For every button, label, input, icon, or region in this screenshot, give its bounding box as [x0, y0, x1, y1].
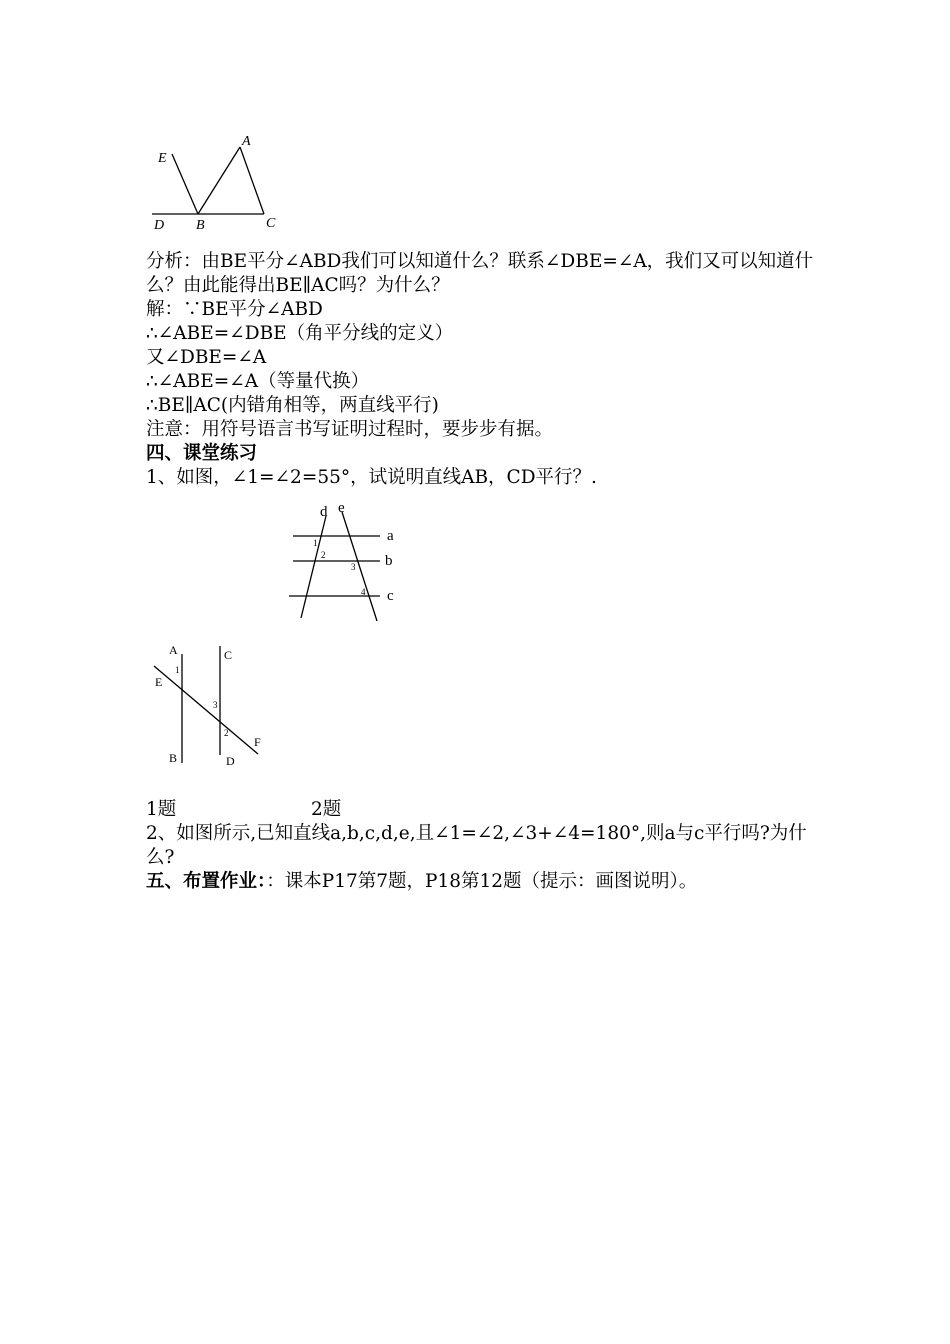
triangle-diagram [146, 128, 296, 238]
angle-label-1: 1 [313, 538, 318, 548]
parallel-abcd-diagram [148, 640, 278, 775]
figure-parallel-abcd [148, 640, 278, 775]
label-c: C [224, 648, 233, 662]
label-b: B [196, 218, 205, 233]
caption-question-1: 1题 [146, 799, 177, 820]
section-5-heading: 五、布置作业： [146, 871, 267, 892]
label-a: A [242, 134, 251, 149]
proof-step-4: ∴∠ABE=∠A（等量代换） [146, 371, 370, 392]
proof-note: 注意：用符号语言书写证明过程时，要步步有据。 [146, 419, 554, 440]
angle-label-3: 3 [351, 562, 356, 572]
label-a: A [169, 643, 178, 657]
label-e: e [338, 500, 345, 516]
label-e: E [155, 675, 163, 689]
label-d: D [154, 218, 165, 233]
question-1: 1、如图，∠1=∠2=55°，试说明直线AB，CD平行？. [146, 467, 597, 488]
segment-eb [172, 154, 198, 214]
homework-text: ：课本P17第7题，P18第12题（提示：画图说明）。 [266, 871, 698, 892]
label-c: c [387, 588, 394, 604]
segment-ba [198, 147, 240, 214]
proof-step-2: ∴∠ABE=∠DBE（角平分线的定义） [146, 323, 454, 344]
line-ef [154, 666, 258, 754]
angle-label-2: 2 [321, 550, 326, 560]
line-d [301, 516, 326, 618]
angle-label-4: 4 [361, 587, 366, 597]
label-d: d [320, 504, 328, 520]
analysis-block [146, 250, 826, 490]
angle-label-3: 3 [213, 700, 218, 710]
analysis-question: 分析：由BE平分∠ABD我们可以知道什么？联系∠DBE=∠A，我们又可以知道什么？由此能得出BE∥AC吗？为什么？ [146, 251, 814, 296]
label-e: E [158, 151, 167, 166]
figure-parallel-abc [285, 498, 415, 628]
segment-ac [240, 147, 264, 214]
label-c: C [266, 216, 276, 231]
parallel-abc-diagram [285, 498, 415, 628]
proof-step-5: ∴BE∥AC(内错角相等，两直线平行) [146, 395, 439, 416]
section-4-heading: 四、课堂练习 [146, 443, 258, 464]
label-b: b [385, 553, 393, 569]
label-f: F [254, 735, 261, 749]
figure-triangle [146, 128, 296, 238]
questions-block [146, 822, 826, 894]
caption-question-2: 2题 [311, 799, 342, 820]
angle-label-2: 2 [224, 728, 229, 738]
label-a: a [387, 528, 394, 544]
proof-step-1: 解：∵BE平分∠ABD [146, 299, 323, 320]
label-b: B [169, 751, 178, 765]
angle-label-1: 1 [175, 665, 180, 675]
question-2: 2、如图所示,已知直线a,b,c,d,e,且∠1=∠2,∠3+∠4=180°,则a与c平行吗?为什么? [146, 823, 807, 868]
homework-line [146, 870, 826, 894]
proof-step-3: 又∠DBE=∠A [146, 347, 267, 368]
label-d: D [226, 754, 235, 768]
line-e [342, 512, 377, 621]
